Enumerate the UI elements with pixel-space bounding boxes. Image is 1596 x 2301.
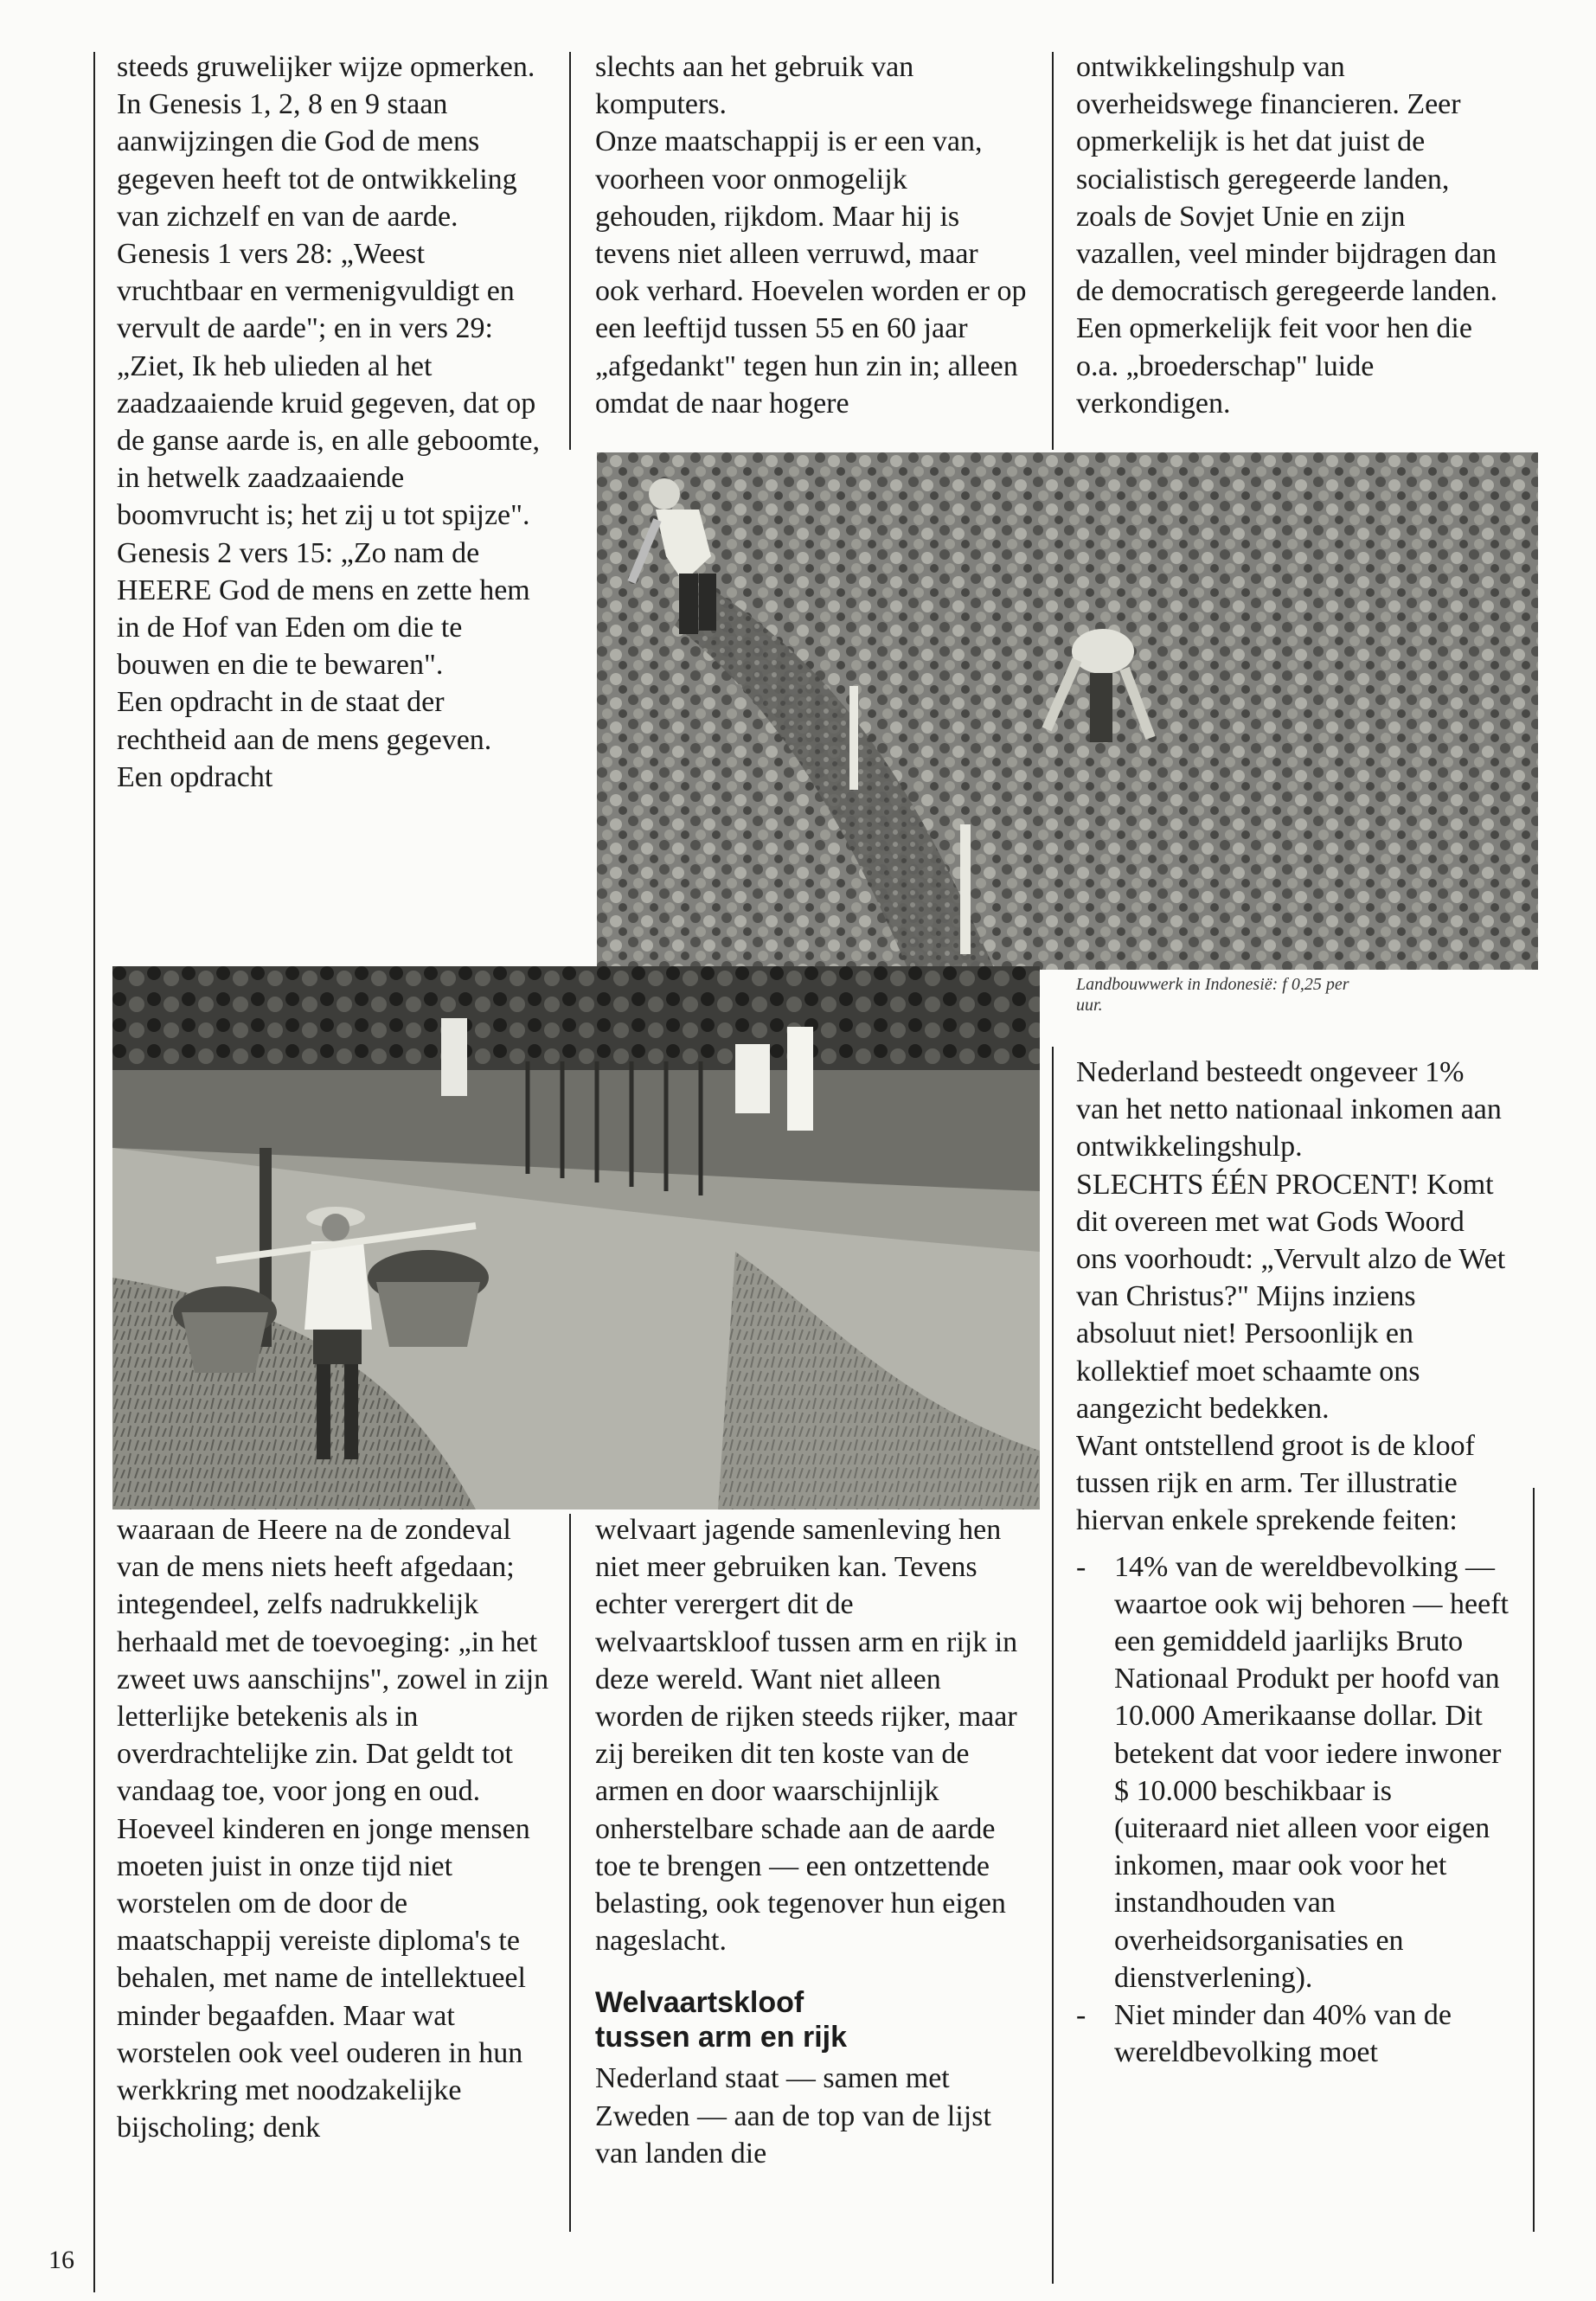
paragraph: welvaart jagende samenleving hen niet meer gebruiken kan. Tevens echter verergert dit de welvaartskloof tussen arm en rijk in deze wereld. Want niet alleen worden de rijken steeds rijker, maar zij bereiken dit ten koste van de armen en door waarschijnlijk onherstelbare schade aan de aarde toe te brengen — een ontzettende belasting, ook tegenover hun eigen nageslacht.	[595, 1514, 1018, 1958]
photo-caption: Landbouwwerk in Indonesië: f 0,25 per uur.	[1076, 975, 1349, 1015]
column-2-top	[595, 48, 1028, 422]
paragraph: Nederland staat — samen met Zweden — aan de top van de lijst van landen die	[595, 2062, 991, 2170]
section-heading: Welvaartskloof tussen arm en rijk	[595, 1986, 848, 2054]
paragraph: Want ontstellend groot is de kloof tussen rijk en arm. Ter illustratie hiervan enkele sprekende feiten:	[1076, 1430, 1475, 1537]
paragraph: Nederland besteedt ongeveer 1% van het netto nationaal inkomen aan ontwikkelingshulp.	[1076, 1056, 1502, 1163]
paragraph: slechts aan het gebruik van komputers.	[595, 51, 914, 121]
paragraph: steeds gruwelijker wijze opmerken.	[117, 51, 535, 83]
column-1-top	[117, 48, 541, 796]
paragraph: Genesis 1 vers 28: „Weest vruchtbaar en vermenigvuldigt en vervult de aarde"; en in vers 29: „Ziet, Ik heb ulieden al het zaadzaaiende kruid gegeven, dat op de ganse aarde is, en alle geboomte, in hetwelk zaadzaaiende boomvrucht is; het zij u tot spijze".	[117, 238, 541, 532]
column-rule-right	[1052, 52, 1054, 450]
carrier-photo-illustration	[112, 966, 1040, 1509]
paragraph: In Genesis 1, 2, 8 en 9 staan aanwijzingen die God de mens gegeven heeft tot de ontwikkeling van zichzelf en van de aarde.	[117, 88, 517, 233]
paragraph: SLECHTS ÉÉN PROCENT! Komt dit overeen met wat Gods Woord ons voorhoudt: „Vervult alzo de Wet van Christus?" Mijns inziens absoluut niet! Persoonlijk en kollektief moet schaamte ons aangezicht bedekken.	[1076, 1168, 1506, 1425]
farm-photo-illustration	[597, 452, 1538, 970]
list-item: - Niet minder dan 40% van de wereldbevolking moet	[1076, 1997, 1509, 2071]
page-number: 16	[48, 2246, 74, 2274]
column-rule-mid	[569, 52, 571, 450]
paragraph: waaraan de Heere na de zondeval van de mens niets heeft afgedaan; integendeel, zelfs nadrukkelijk herhaald met de toevoeging: „in het zweet uws aanschijns", zowel in zijn letterlijke betekenis als in overdrachtelijke zin. Dat geldt tot vandaag toe, voor jong en oud. Hoeveel kinderen en jonge mensen moeten juist in onze tijd niet worstelen om de door de maatschappij vereiste diploma's te behalen, met name de intellektueel minder begaafden. Maar wat worstelen ook veel ouderen in hun werkkring met noodzakelijke bijscholing; denk	[117, 1514, 549, 2144]
facts-list	[1076, 1548, 1509, 2072]
column-1-bottom	[117, 1511, 549, 2146]
paragraph: Een opdracht in de staat der rechtheid aan de mens gegeven. Een opdracht	[117, 686, 492, 793]
column-rule-mid-bottom	[569, 1514, 571, 2232]
paragraph: Genesis 2 vers 15: „Zo nam de HEERE God de mens en zette hem in de Hof van Eden om die te bouwen en die te bewaren".	[117, 536, 530, 682]
photo-carrying-baskets	[112, 966, 1040, 1509]
column-rule-left	[93, 52, 95, 2292]
paragraph: Onze maatschappij is er een van, voorheen voor onmogelijk gehouden, rijkdom. Maar hij is tevens niet alleen verruwd, maar ook verhard. Hoevelen worden er op een leeftijd tussen 55 en 60 jaar „afgedankt" tegen hun zin in; alleen omdat de naar hogere	[595, 125, 1027, 420]
column-3-top	[1076, 48, 1509, 422]
column-3-bottom	[1076, 1054, 1509, 2071]
paragraph: ontwikkelingshulp van overheidswege financieren. Zeer opmerkelijk is het dat juist de socialistisch geregeerde landen, zoals de Sovjet Unie en zijn vazallen, veel minder bijdragen dan de democratisch geregeerde landen. Een opmerkelijk feit voor hen die o.a. „broederschap" luide verkondigen.	[1076, 51, 1498, 420]
page-edge-rule	[1533, 1488, 1535, 2232]
list-item: - 14% van de wereldbevolking — waartoe ook wij behoren — heeft een gemiddeld jaarlijks Bruto Nationaal Produkt per hoofd van 10.000 Amerikaanse dollar. Dit betekent dat voor iedere inwoner $ 10.000 beschikbaar is (uiteraard niet alleen voor eigen inkomen, maar ook voor het instandhouden van overheidsorganisaties en dienstverlening).	[1076, 1548, 1509, 1997]
photo-farm-work	[597, 452, 1538, 970]
column-rule-right-bottom	[1052, 1047, 1054, 2284]
column-2-bottom	[595, 1511, 1028, 2172]
